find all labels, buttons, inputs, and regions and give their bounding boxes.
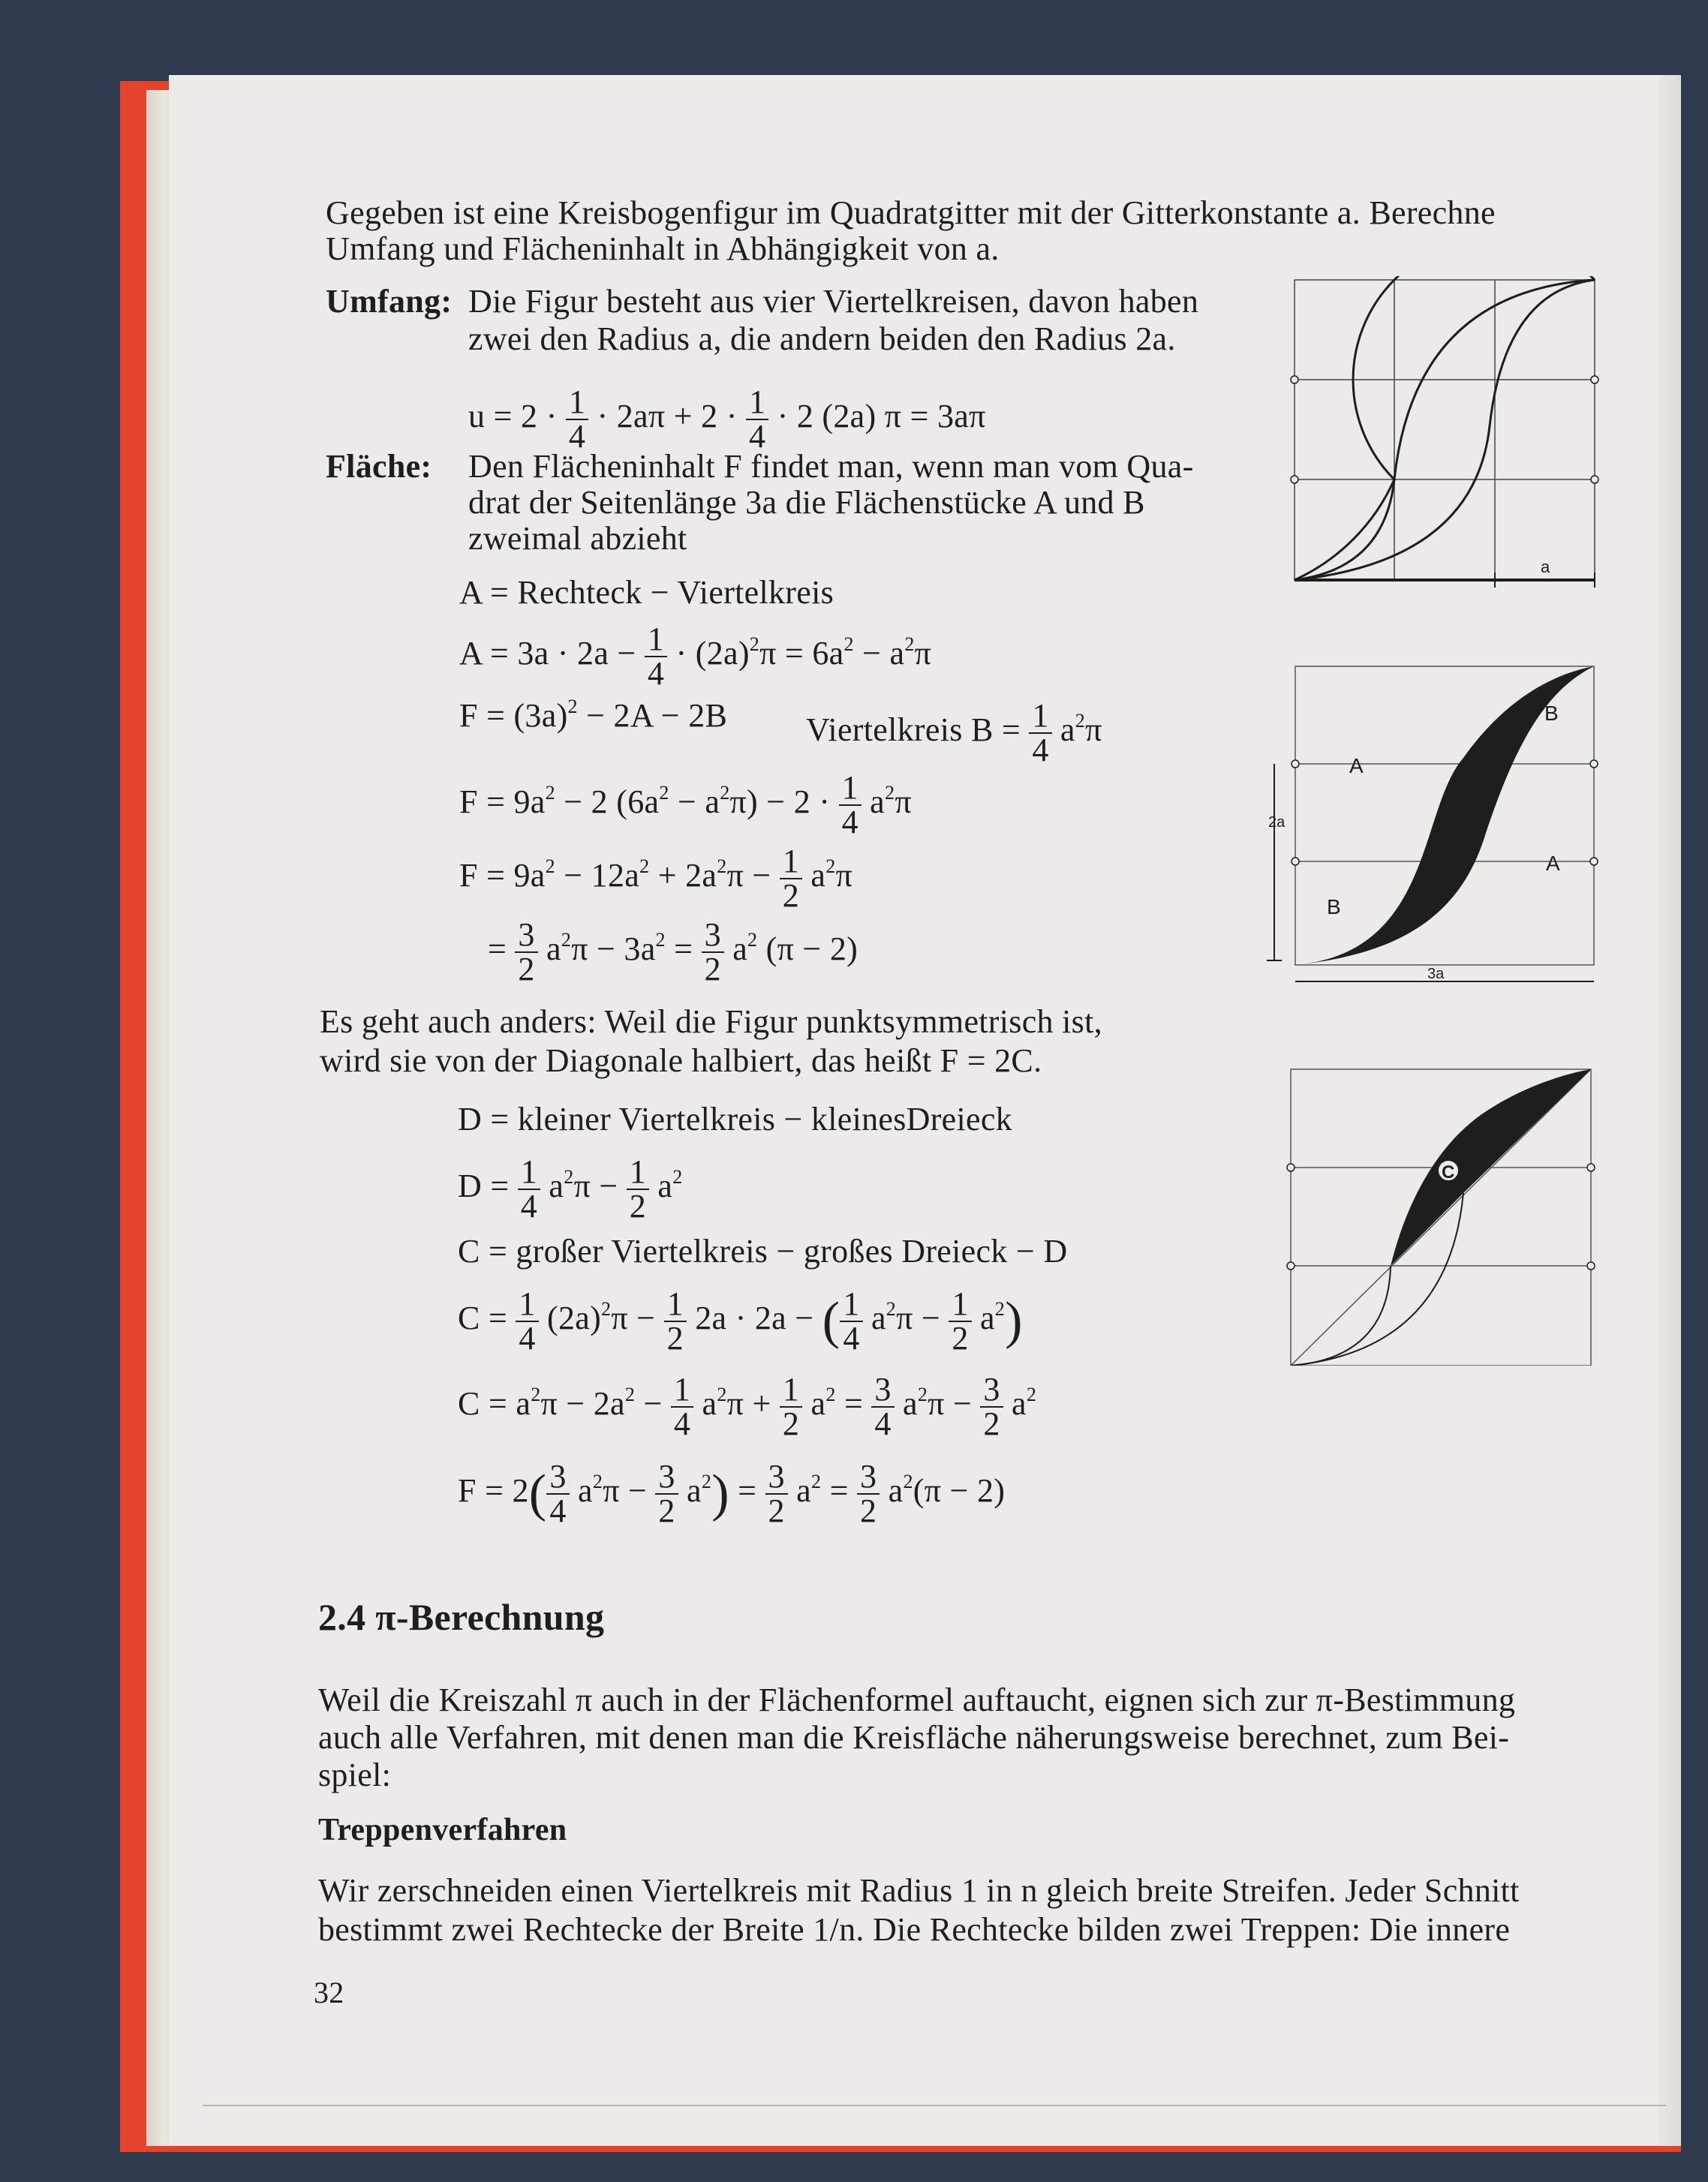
flaeche-eq-1: A = Rechteck − Viertelkreis	[459, 574, 834, 611]
intro-line-1: Gegeben ist eine Kreisbogenfigur im Quadratgitter mit der Gitterkonstante a. Berechne	[326, 194, 1496, 231]
section-heading: 2.4 π-Berechnung	[318, 1596, 605, 1638]
page-bottom-edge	[203, 2105, 1666, 2106]
alt-eq-3: C = großer Viertelkreis − großes Dreieck − D	[458, 1233, 1068, 1270]
alt-eq-5: $C = a^2\pi - 2a^2$ − $\frac{1}{4}$ $a^2\pi$ + $\frac{1}{2}$ $a^2$ = $\frac{3}{4}$ $a^2\pi$ − $\frac{3}{2}$ $a^2$	[458, 1371, 1037, 1442]
flaeche-eq-3: $F = (3a)^2 - 2A - 2B$	[459, 696, 728, 734]
fig2-label-2a: 2a	[1268, 814, 1286, 831]
figure-1-grid-curve	[1287, 276, 1602, 591]
alt-line-1: Es geht auch anders: Weil die Figur punktsymmetrisch ist,	[320, 1003, 1102, 1040]
page-number: 32	[314, 1976, 344, 2009]
flaeche-eq-6: = $\frac{3}{2}$ $a^2\pi - 3a^2$ = $\frac{3}{2}$ $a^2$ (π − 2)	[488, 916, 859, 987]
flaeche-eq-4: $F = 9a^2 - 2$ $(6a^2 - a^2\pi) - 2$ · $\frac{1}{4}$ $a^2\pi$	[459, 769, 912, 840]
treppen-line-2: bestimmt zwei Rechtecke der Breite 1/n. Die Rechtecke bilden zwei Treppen: Die innere	[318, 1911, 1511, 1948]
umfang-formula: u = 2 · $\frac{1}{4}$ · 2aπ + 2 · $\frac{1}{4}$ · 2 (2a) π = 3aπ	[468, 383, 986, 455]
alt-eq-1: D = kleiner Viertelkreis − kleinesDreieck	[458, 1101, 1012, 1138]
umfang-line-1: Die Figur besteht aus vier Viertelkreisen, davon haben	[468, 283, 1199, 320]
background-gap	[1681, 0, 1708, 2182]
fig2-label-B-top: B	[1544, 702, 1559, 725]
alt-eq-2: D = $\frac{1}{4}$ $a^2\pi$ − $\frac{1}{2}$ $a^2$	[458, 1153, 683, 1225]
flaeche-line-3: zweimal abzieht	[468, 520, 687, 557]
subheading-treppenverfahren: Treppenverfahren	[318, 1813, 567, 1847]
flaeche-eq-5: $F = 9a^2 - 12a^2 + 2a^2\pi$ − $\frac{1}{2}$ $a^2\pi$	[459, 843, 853, 914]
fig1-label-a: a	[1541, 558, 1550, 576]
alt-eq-6: F = 2( $\frac{3}{4}$ $a^2\pi$ − $\frac{3}{2}$ $a^2$) = $\frac{3}{2}$ $a^2$ = $\frac{3}{2}$ $a^2(\pi - 2)$	[458, 1458, 1006, 1529]
fig3-label-D: D	[1512, 1101, 1528, 1124]
figure-3-diagonal-split	[1283, 1065, 1598, 1366]
umfang-line-2: zwei den Radius a, die andern beiden den Radius 2a.	[468, 320, 1176, 357]
figure-2-shaded-region	[1261, 660, 1606, 990]
section-p-line-2: auch alle Verfahren, mit denen man die Kreisfläche näherungsweise berechnet, zum Bei-	[318, 1719, 1510, 1756]
fig3-label-C: C	[1442, 1162, 1455, 1183]
umfang-label: Umfang:	[326, 283, 453, 320]
alt-eq-4: C = $\frac{1}{4}$ $(2a)^2\pi$ − $\frac{1}{2}$ 2a · 2a − ( $\frac{1}{4}$ $a^2\pi$ − $\frac{1}{2}$ $a^2$)	[458, 1285, 1023, 1357]
flaeche-label: Fläche:	[326, 448, 432, 485]
fig2-label-3a: 3a	[1427, 966, 1445, 982]
flaeche-eq-2: A = 3a · 2a − $\frac{1}{4}$ · $(2a)^2\pi = 6a^2 - a^2\pi$	[459, 621, 932, 692]
section-p-line-3: spiel:	[318, 1757, 392, 1793]
section-p-line-1: Weil die Kreiszahl π auch in der Flächenformel auftaucht, eignen sich zur π-Bestimmung	[318, 1682, 1516, 1718]
flaeche-line-1: Den Flächeninhalt F findet man, wenn man vom Qua-	[468, 448, 1194, 485]
fig2-label-A-right: A	[1546, 852, 1560, 875]
flaeche-line-2: drat der Seitenlänge 3a die Flächenstücke A und B	[468, 484, 1145, 521]
flaeche-eq-3b: Viertelkreis B = $\frac{1}{4}$ $a^2\pi$	[806, 697, 1102, 768]
intro-line-2: Umfang und Flächeninhalt in Abhängigkeit von a.	[326, 230, 1000, 267]
treppen-line-1: Wir zerschneiden einen Viertelkreis mit Radius 1 in n gleich breite Streifen. Jeder Schnitt	[318, 1872, 1520, 1909]
fig2-label-A-left: A	[1349, 754, 1364, 777]
alt-line-2: wird sie von der Diagonale halbiert, das heißt F = 2C.	[320, 1042, 1042, 1079]
fig2-label-B-bottom: B	[1327, 895, 1341, 918]
